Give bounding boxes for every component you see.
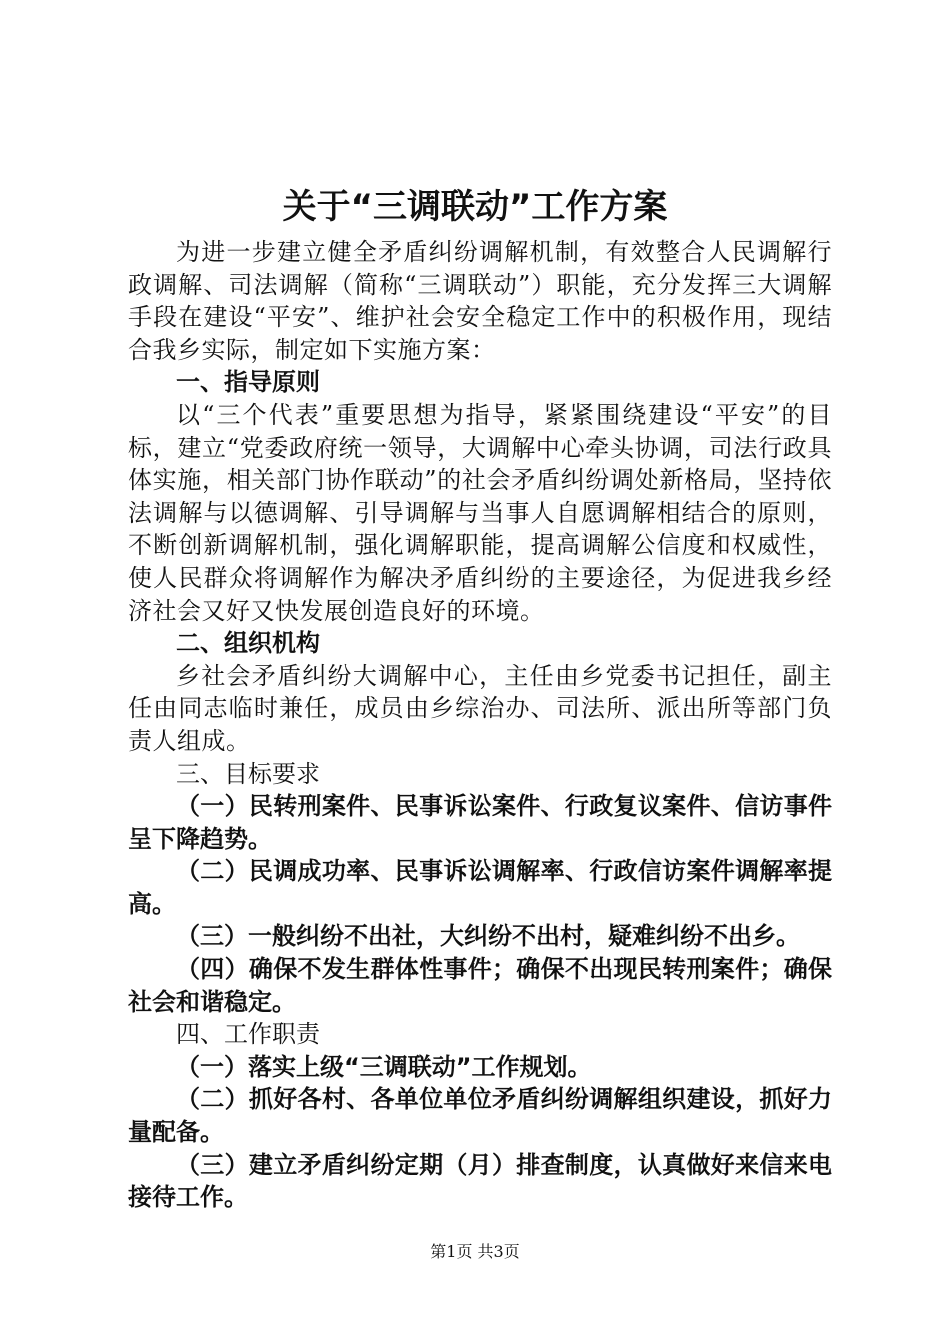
duty-item-3: （三）建立矛盾纠纷定期（月）排查制度，认真做好来信来电接待工作。 <box>128 1150 832 1212</box>
goal-item-4: （四）确保不发生群体性事件；确保不出现民转刑案件；确保社会和谐稳定。 <box>128 955 832 1016</box>
document-title: 关于“三调联动”工作方案 <box>282 187 668 227</box>
page-footer: 第1页 共3页 <box>430 1242 520 1261</box>
duty-item-1: （一）落实上级“三调联动”工作规划。 <box>176 1052 592 1081</box>
intro-paragraph: 为进一步建立健全矛盾纠纷调解机制，有效整合人民调解行政调解、司法调解（简称“三调联动”）职能，充分发挥三大调解手段在建设“平安”、维护社会安全稳定工作中的积极作用，现结合我乡实际，制定如下实施方案： <box>128 238 832 364</box>
guiding-principles-paragraph: 以“三个代表”重要思想为指导，紧紧围绕建设“平安”的目标，建立“党委政府统一领导，大调解中心牵头协调，司法行政具体实施，相关部门协作联动”的社会矛盾纠纷调处新格局，坚持依法调解与以德调解、引导调解与当事人自愿调解相结合的原则，不断创新调解机制，强化调解职能，提高调解公信度和权威性，使人民群众将调解作为解决矛盾纠纷的主要途径，为促进我乡经济社会又好又快发展创造良好的环境。 <box>128 400 832 625</box>
document-body <box>128 236 832 1214</box>
section-heading-guiding-principles: 一、指导原则 <box>176 368 320 397</box>
section-heading-organization: 二、组织机构 <box>176 629 320 658</box>
organization-paragraph: 乡社会矛盾纠纷大调解中心，主任由乡党委书记担任，副主任由同志临时兼任，成员由乡综治办、司法所、派出所等部门负责人组成。 <box>128 661 832 755</box>
goal-item-3: （三）一般纠纷不出社，大纠纷不出村，疑难纠纷不出乡。 <box>176 922 800 951</box>
goal-item-2: （二）民调成功率、民事诉讼调解率、行政信访案件调解率提高。 <box>128 857 832 918</box>
goal-item-1: （一）民转刑案件、民事诉讼案件、行政复议案件、信访事件呈下降趋势。 <box>128 792 832 853</box>
section-heading-duties: 四、工作职责 <box>176 1020 320 1049</box>
duty-item-2: （二）抓好各村、各单位单位矛盾纠纷调解组织建设，抓好力量配备。 <box>128 1085 832 1147</box>
section-heading-goals: 三、目标要求 <box>176 759 320 788</box>
